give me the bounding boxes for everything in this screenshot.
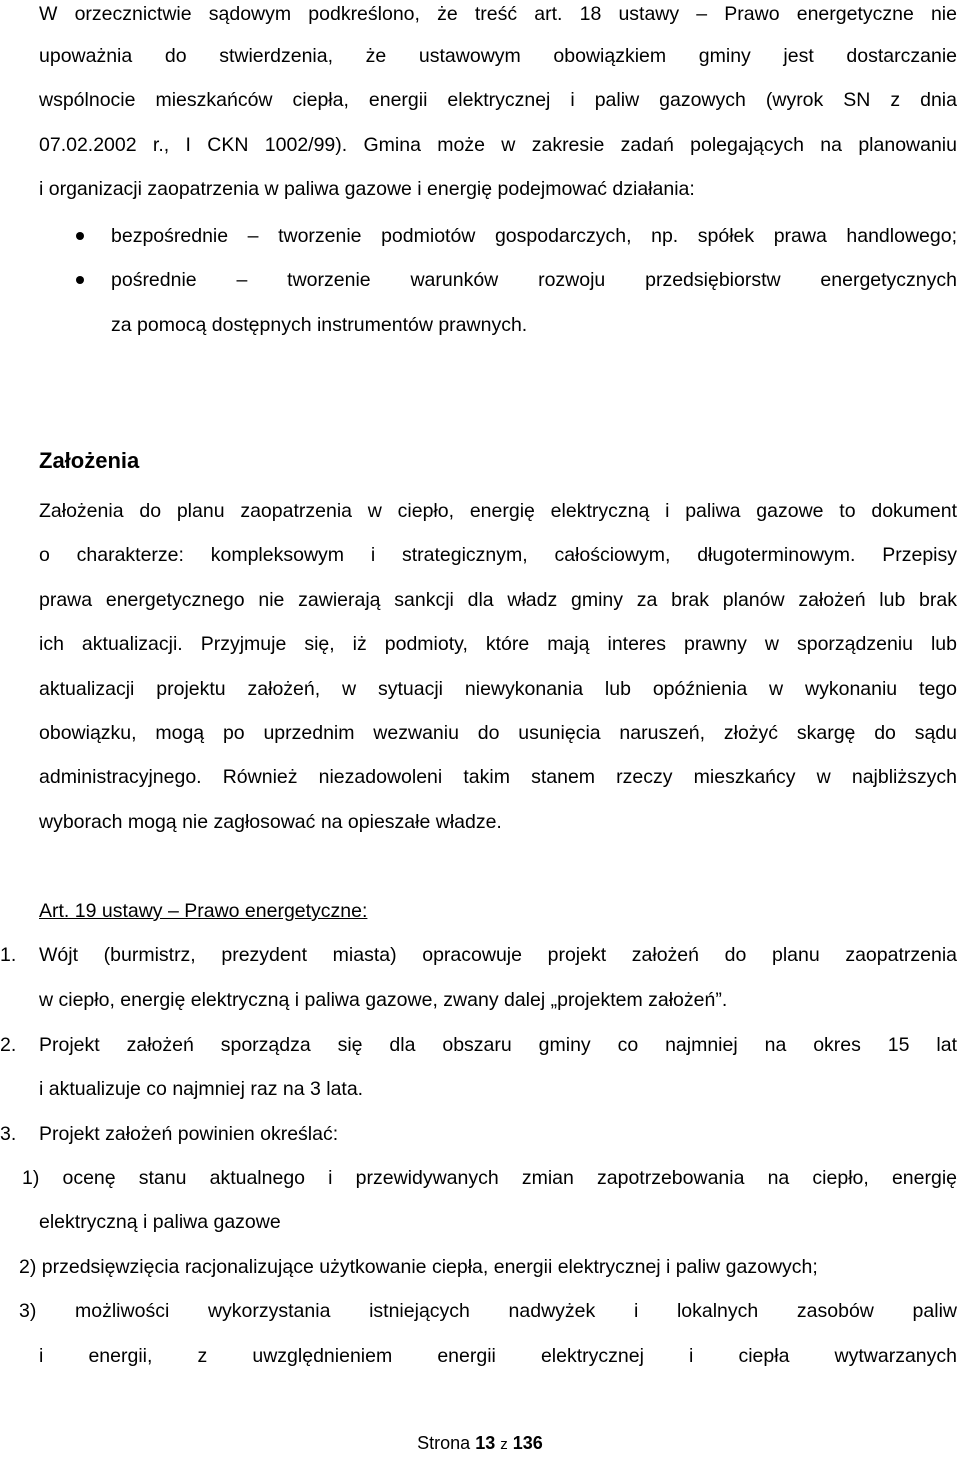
subitem-1-line-2: elektryczną i paliwa gazowe — [39, 1211, 281, 1233]
bullet-dot-2 — [76, 276, 84, 284]
item-2-number: 2. — [0, 1034, 17, 1056]
para1-line-4: 07.02.2002 r., I CKN 1002/99). Gmina może w zakresie zadań polegających na planowaniu — [39, 134, 957, 156]
bullet-1-line-1: bezpośrednie – tworzenie podmiotów gospodarczych, np. spółek prawa handlowego; — [111, 225, 957, 247]
para2-line-7: administracyjnego. Również niezadowoleni takim stanem rzeczy mieszkańcy w najbliższych — [39, 766, 957, 788]
article-heading: Art. 19 ustawy – Prawo energetyczne: — [39, 900, 368, 922]
subitem-3-line-1: 3) możliwości wykorzystania istniejących nadwyżek i lokalnych zasobów paliw — [19, 1300, 957, 1322]
footer-sep: z — [500, 1436, 508, 1453]
subitem-1-line-1: 1) ocenę stanu aktualnego i przewidywanych zmian zapotrzebowania na ciepło, energię — [22, 1167, 957, 1189]
item-1-number: 1. — [0, 944, 17, 966]
subitem-2-line-1: 2) przedsięwzięcia racjonalizujące użytkowanie ciepła, energii elektrycznej i paliw gazowych; — [19, 1256, 818, 1278]
para1-line-2: upoważnia do stwierdzenia, że ustawowym obowiązkiem gminy jest dostarczanie — [39, 45, 957, 67]
footer-total-pages: 136 — [512, 1433, 543, 1453]
subitem-3-line-2: i energii, z uwzględnieniem energii elektrycznej i ciepła wytwarzanych — [39, 1345, 957, 1367]
para1-line-5: i organizacji zaopatrzenia w paliwa gazowe i energię podejmować działania: — [39, 178, 695, 200]
bullet-dot-1 — [76, 232, 84, 240]
para1-line-3: wspólnocie mieszkańców ciepła, energii elektrycznej i paliw gazowych (wyrok SN z dnia — [39, 89, 957, 111]
footer-page-number: 13 — [475, 1433, 496, 1453]
item-2-line-2: i aktualizuje co najmniej raz na 3 lata. — [39, 1078, 364, 1100]
item-3-number: 3. — [0, 1123, 17, 1145]
footer-prefix: Strona — [417, 1433, 471, 1453]
para2-line-5: aktualizacji projektu założeń, w sytuacji niewykonania lub opóźnienia w wykonaniu tego — [39, 678, 957, 700]
item-3-line-1: Projekt założeń powinien określać: — [39, 1123, 339, 1145]
para2-line-1: Założenia do planu zaopatrzenia w ciepło, energię elektryczną i paliwa gazowe to dokument — [39, 500, 957, 522]
para2-line-4: ich aktualizacji. Przyjmuje się, iż podmioty, które mają interes prawny w sporządzeniu lub — [39, 633, 957, 655]
item-1-line-2: w ciepło, energię elektryczną i paliwa gazowe, zwany dalej „projektem założeń”. — [39, 989, 728, 1011]
bullet-2-line-2: za pomocą dostępnych instrumentów prawnych. — [111, 314, 528, 336]
para2-line-8: wyborach mogą nie zagłosować na opieszałe władze. — [39, 811, 502, 833]
item-2-line-1: Projekt założeń sporządza się dla obszaru gminy co najmniej na okres 15 lat — [39, 1034, 957, 1056]
bullet-2-line-1: pośrednie – tworzenie warunków rozwoju przedsiębiorstw energetycznych — [111, 269, 957, 291]
para2-line-2: o charakterze: kompleksowym i strategicznym, całościowym, długoterminowym. Przepisy — [39, 544, 957, 566]
section-heading: Założenia — [39, 448, 140, 473]
para2-line-6: obowiązku, mogą po uprzednim wezwaniu do usunięcia naruszeń, złożyć skargę do sądu — [39, 722, 957, 744]
para1-line-1: W orzecznictwie sądowym podkreślono, że treść art. 18 ustawy – Prawo energetyczne nie — [39, 3, 957, 25]
para2-line-3: prawa energetycznego nie zawierają sankcji dla władz gminy za brak planów założeń lub brak — [39, 589, 957, 611]
item-1-line-1: Wójt (burmistrz, prezydent miasta) opracowuje projekt założeń do planu zaopatrzenia — [39, 944, 957, 966]
